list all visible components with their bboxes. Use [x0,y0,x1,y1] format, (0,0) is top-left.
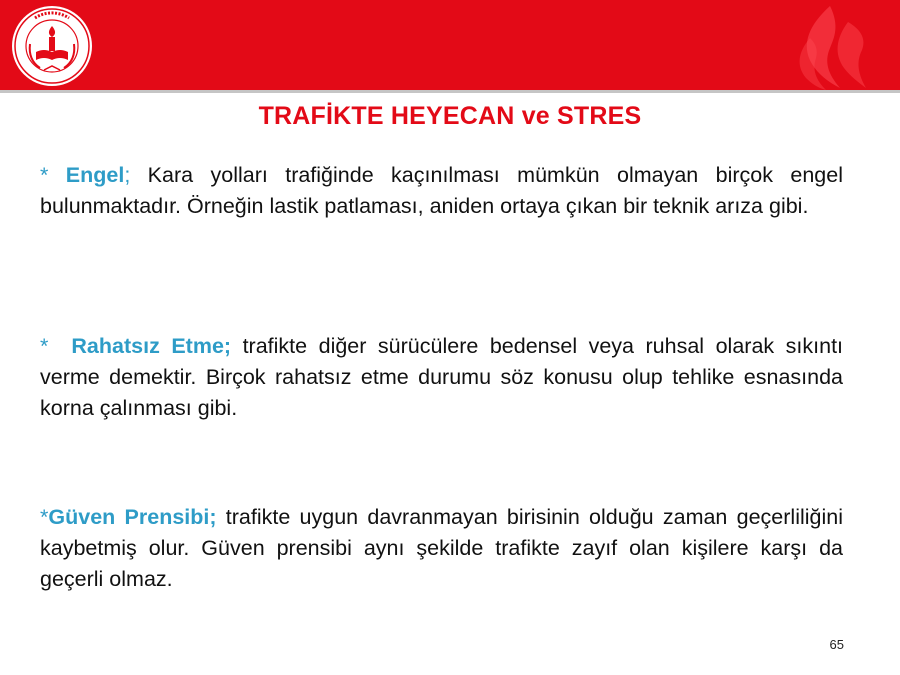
bullet-star: * [40,163,49,187]
item-keyword: Rahatsız Etme; [71,334,232,358]
header-banner [0,0,900,93]
item-keyword: Güven Prensibi; [48,505,217,529]
item-text: trafikte uygun davranmayan birisinin olduğu zaman geçerliliğini kaybetmiş olur. Güven prensibi aynı şekilde trafikte zayıf olan kişilere karşı da geçerli olmaz. [40,505,843,591]
page-number: 65 [829,637,844,652]
item-separator: ; [124,163,131,187]
bullet-star: * [40,334,49,358]
item-rahatsiz-etme [40,331,843,424]
item-engel [40,160,843,222]
item-keyword: Engel [65,163,125,187]
item-text: trafikte diğer sürücülere bedensel veya ruhsal olarak sıkıntı verme demektir. Birçok rahatsız etme durumu söz konusu olup tehlike esnasında korna çalınması gibi. [40,334,844,420]
ministry-logo [10,4,94,88]
item-text: Kara yolları trafiğinde kaçınılması mümkün olmayan birçok engel bulunmaktadır. Örneğin lastik patlaması, aniden ortaya çıkan bir teknik arıza gibi. [40,163,843,218]
flame-watermark-icon [770,4,880,90]
item-guven-prensibi [40,502,843,595]
slide-title: TRAFİKTE HEYECAN ve STRES [258,102,642,130]
bullet-star: * [40,505,49,529]
